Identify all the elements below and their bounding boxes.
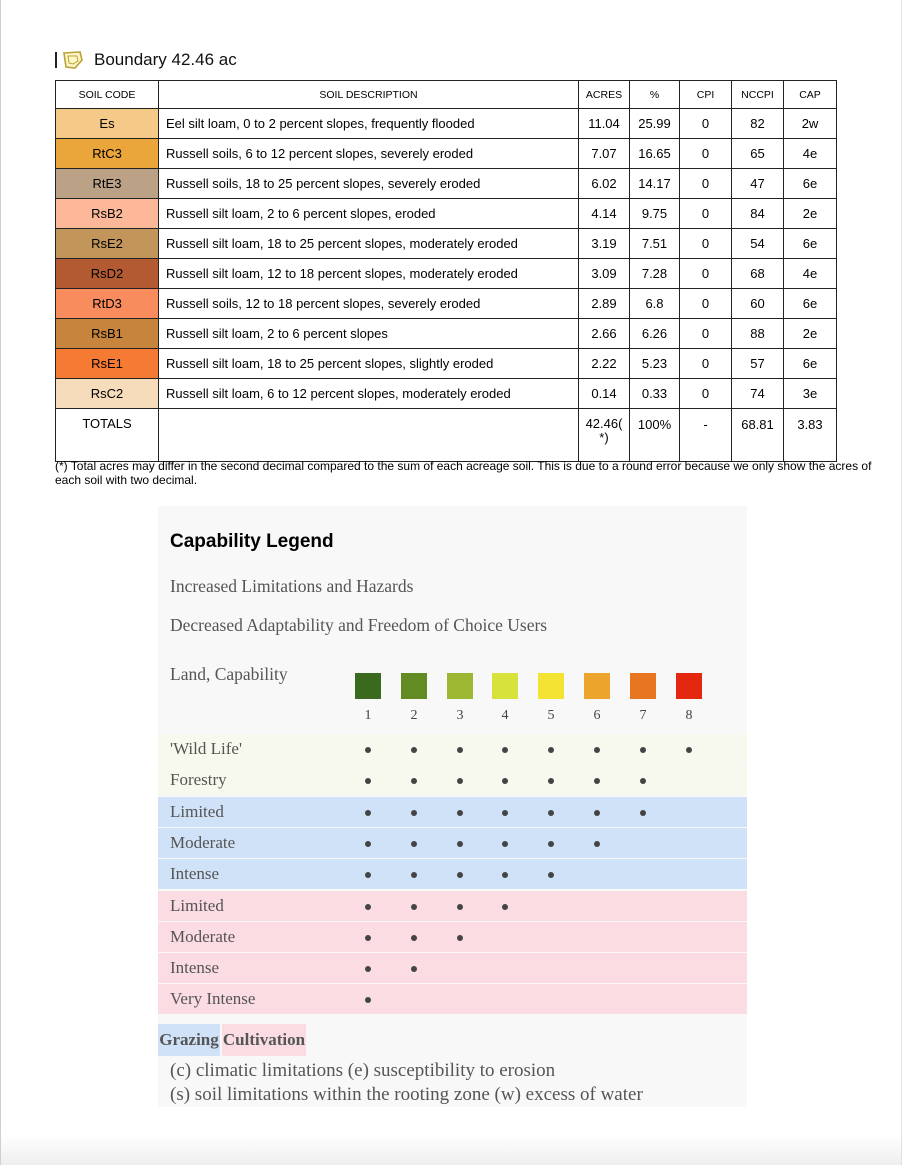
capability-class-number: 3 <box>456 708 464 723</box>
legend-row-cultivation <box>158 922 747 952</box>
capability-dot <box>502 778 508 784</box>
soil-code-cell: RsD2 <box>56 259 159 289</box>
capability-dot <box>411 904 417 910</box>
cap-cell: 6e <box>784 229 837 259</box>
percent-cell: 6.26 <box>630 319 680 349</box>
acres-cell: 11.04 <box>579 109 630 139</box>
totals-acres-line1: 42.46( <box>585 416 623 431</box>
acres-cell: 3.09 <box>579 259 630 289</box>
capability-class-number: 8 <box>685 708 693 723</box>
capability-dot <box>457 810 463 816</box>
soil-code-cell: RtE3 <box>56 169 159 199</box>
capability-class-number: 5 <box>547 708 555 723</box>
cpi-cell: 0 <box>680 229 732 259</box>
boundary-polygon-icon <box>62 50 84 70</box>
soil-description-cell: Eel silt loam, 0 to 2 percent slopes, frequently flooded <box>159 109 579 139</box>
soil-description-cell: Russell soils, 6 to 12 percent slopes, severely eroded <box>159 139 579 169</box>
percent-cell: 6.8 <box>630 289 680 319</box>
acres-cell: 6.02 <box>579 169 630 199</box>
percent-cell: 16.65 <box>630 139 680 169</box>
cap-cell: 4e <box>784 259 837 289</box>
soil-code-cell: RsC2 <box>56 379 159 409</box>
capability-class-number: 7 <box>639 708 647 723</box>
nccpi-cell: 84 <box>732 199 784 229</box>
nccpi-cell: 57 <box>732 349 784 379</box>
capability-class-6-swatch <box>584 673 610 699</box>
cpi-cell: 0 <box>680 379 732 409</box>
soil-description-cell: Russell soils, 18 to 25 percent slopes, severely eroded <box>159 169 579 199</box>
capability-class-number: 1 <box>364 708 372 723</box>
legend-row-label: 'Wild Life' <box>170 739 243 758</box>
acres-cell: 2.89 <box>579 289 630 319</box>
cpi-cell: 0 <box>680 169 732 199</box>
nccpi-cell: 65 <box>732 139 784 169</box>
capability-dot <box>411 935 417 941</box>
cap-cell: 2e <box>784 199 837 229</box>
acreage-footnote: (*) Total acres may differ in the second decimal compared to the sum of each acreage soil. This is due to a round error because we only show the acres of each soil with two decimal. <box>55 459 872 487</box>
capability-dot <box>594 841 600 847</box>
nccpi-cell: 47 <box>732 169 784 199</box>
totals-percent: 100% <box>630 409 680 462</box>
legend-row-other <box>158 765 747 795</box>
capability-class-1-swatch <box>355 673 381 699</box>
capability-class-7-swatch <box>630 673 656 699</box>
nccpi-cell: 54 <box>732 229 784 259</box>
capability-dot <box>502 904 508 910</box>
cap-cell: 4e <box>784 139 837 169</box>
soil-code-cell: RtD3 <box>56 289 159 319</box>
capability-class-8-swatch <box>676 673 702 699</box>
cpi-cell: 0 <box>680 109 732 139</box>
capability-dot <box>548 747 554 753</box>
soil-code-cell: RsB2 <box>56 199 159 229</box>
capability-dot <box>457 778 463 784</box>
capability-class-number: 2 <box>410 708 418 723</box>
legend-row-cultivation <box>158 891 747 921</box>
capability-dot <box>548 810 554 816</box>
capability-dot <box>457 935 463 941</box>
col-header-percent: % <box>630 81 680 109</box>
capability-class-number: 6 <box>593 708 601 723</box>
totals-cap: 3.83 <box>784 409 837 462</box>
cpi-cell: 0 <box>680 139 732 169</box>
acres-cell: 2.22 <box>579 349 630 379</box>
legend-note-climatic-erosion: (c) climatic limitations (e) susceptibility to erosion <box>170 1060 556 1081</box>
legend-row-grazing <box>158 859 747 889</box>
capability-dot <box>548 841 554 847</box>
percent-cell: 9.75 <box>630 199 680 229</box>
percent-cell: 7.51 <box>630 229 680 259</box>
table-row <box>56 109 837 139</box>
nccpi-cell: 82 <box>732 109 784 139</box>
capability-dot <box>457 841 463 847</box>
nccpi-cell: 68 <box>732 259 784 289</box>
soil-description-cell: Russell silt loam, 18 to 25 percent slopes, slightly eroded <box>159 349 579 379</box>
table-row <box>56 169 837 199</box>
col-header-soil-description: SOIL DESCRIPTION <box>159 81 579 109</box>
legend-row-label: Limited <box>170 895 224 915</box>
soil-code-cell: RsE2 <box>56 229 159 259</box>
capability-dot <box>411 747 417 753</box>
acres-cell: 7.07 <box>579 139 630 169</box>
percent-cell: 25.99 <box>630 109 680 139</box>
capability-dot <box>411 966 417 972</box>
capability-dot <box>365 747 371 753</box>
capability-dot <box>502 841 508 847</box>
capability-dot <box>411 810 417 816</box>
capability-dot <box>594 810 600 816</box>
table-row <box>56 139 837 169</box>
soil-table <box>55 80 837 462</box>
table-row <box>56 229 837 259</box>
cap-cell: 6e <box>784 169 837 199</box>
legend-row-label: Moderate <box>170 832 236 852</box>
capability-class-number: 4 <box>501 708 509 723</box>
capability-dot <box>365 904 371 910</box>
col-header-soil-code: SOIL CODE <box>56 81 159 109</box>
soil-code-cell: RsE1 <box>56 349 159 379</box>
totals-cpi: - <box>680 409 732 462</box>
soil-description-cell: Russell silt loam, 2 to 6 percent slopes <box>159 319 579 349</box>
capability-dot <box>502 747 508 753</box>
percent-cell: 14.17 <box>630 169 680 199</box>
acres-cell: 3.19 <box>579 229 630 259</box>
table-row <box>56 199 837 229</box>
totals-nccpi: 68.81 <box>732 409 784 462</box>
capability-class-2-swatch <box>401 673 427 699</box>
legend-row-label: Very Intense <box>170 989 256 1009</box>
cpi-cell: 0 <box>680 319 732 349</box>
acres-cell: 2.66 <box>579 319 630 349</box>
capability-dot <box>411 872 417 878</box>
cpi-cell: 0 <box>680 199 732 229</box>
legend-land-capability-label: Land, Capability <box>170 664 288 684</box>
boundary-title: Boundary 42.46 ac <box>94 50 237 69</box>
capability-dot <box>365 810 371 816</box>
legend-notes <box>170 1059 643 1107</box>
totals-label: TOTALS <box>56 409 159 462</box>
capability-class-5-swatch <box>538 673 564 699</box>
legend-row-cultivation <box>158 984 747 1014</box>
capability-dot <box>594 747 600 753</box>
capability-dot <box>548 778 554 784</box>
header-bar <box>55 52 57 68</box>
percent-cell: 5.23 <box>630 349 680 379</box>
acres-cell: 0.14 <box>579 379 630 409</box>
col-header-nccpi: NCCPI <box>732 81 784 109</box>
col-header-cap: CAP <box>784 81 837 109</box>
page-bottom-shade <box>1 1135 901 1165</box>
capability-dot <box>365 935 371 941</box>
capability-dot <box>411 778 417 784</box>
legend-limitations-line: Increased Limitations and Hazards <box>170 576 414 596</box>
capability-dot <box>365 997 371 1003</box>
grazing-group-label: Grazing <box>158 1024 220 1056</box>
acres-cell: 4.14 <box>579 199 630 229</box>
capability-dot <box>594 778 600 784</box>
table-row <box>56 349 837 379</box>
boundary-header <box>55 48 237 72</box>
legend-adaptability-line: Decreased Adaptability and Freedom of Choice Users <box>170 615 548 635</box>
capability-dot <box>411 841 417 847</box>
nccpi-cell: 60 <box>732 289 784 319</box>
capability-dot <box>365 966 371 972</box>
cap-cell: 6e <box>784 349 837 379</box>
nccpi-cell: 88 <box>732 319 784 349</box>
table-row <box>56 379 837 409</box>
capability-dot <box>502 872 508 878</box>
capability-dot <box>457 904 463 910</box>
cpi-cell: 0 <box>680 259 732 289</box>
cultivation-group-label: Cultivation <box>222 1024 306 1056</box>
capability-dot <box>640 747 646 753</box>
capability-dot <box>457 872 463 878</box>
legend-row-cultivation <box>158 953 747 983</box>
legend-row-grazing <box>158 828 747 858</box>
legend-note-soil-water: (s) soil limitations within the rooting zone (w) excess of water <box>170 1084 643 1105</box>
soil-code-cell: RsB1 <box>56 319 159 349</box>
percent-cell: 7.28 <box>630 259 680 289</box>
totals-row <box>56 409 837 462</box>
soil-description-cell: Russell silt loam, 2 to 6 percent slopes, eroded <box>159 199 579 229</box>
cap-cell: 2w <box>784 109 837 139</box>
col-header-acres: ACRES <box>579 81 630 109</box>
soil-description-cell: Russell silt loam, 12 to 18 percent slopes, moderately eroded <box>159 259 579 289</box>
capability-class-4-swatch <box>492 673 518 699</box>
legend-row-label: Intense <box>170 864 220 884</box>
capability-dot <box>640 810 646 816</box>
table-header-row <box>56 81 837 109</box>
legend-row-grazing <box>158 797 747 827</box>
cap-cell: 2e <box>784 319 837 349</box>
legend-row-label: Forestry <box>170 770 227 790</box>
capability-class-3-swatch <box>447 673 473 699</box>
cap-cell: 6e <box>784 289 837 319</box>
table-row <box>56 259 837 289</box>
soil-description-cell: Russell silt loam, 6 to 12 percent slopes, moderately eroded <box>159 379 579 409</box>
nccpi-cell: 74 <box>732 379 784 409</box>
soil-description-cell: Russell silt loam, 18 to 25 percent slopes, moderately eroded <box>159 229 579 259</box>
capability-dot <box>686 747 692 753</box>
soil-code-cell: RtC3 <box>56 139 159 169</box>
table-row <box>56 319 837 349</box>
totals-description <box>159 409 579 462</box>
legend-row-label: Limited <box>170 801 224 821</box>
cpi-cell: 0 <box>680 349 732 379</box>
capability-dot <box>365 841 371 847</box>
col-header-cpi: CPI <box>680 81 732 109</box>
table-row <box>56 289 837 319</box>
totals-acres-line2: *) <box>599 430 609 445</box>
percent-cell: 0.33 <box>630 379 680 409</box>
legend-row-label: Moderate <box>170 926 236 946</box>
capability-dot <box>548 872 554 878</box>
soil-description-cell: Russell soils, 12 to 18 percent slopes, severely eroded <box>159 289 579 319</box>
capability-dot <box>640 778 646 784</box>
totals-acres <box>579 409 630 462</box>
capability-dot <box>365 778 371 784</box>
cap-cell: 3e <box>784 379 837 409</box>
legend-row-label: Intense <box>170 958 220 978</box>
legend-title: Capability Legend <box>170 531 334 552</box>
legend-row-other <box>158 734 747 764</box>
soil-code-cell: Es <box>56 109 159 139</box>
capability-dot <box>502 810 508 816</box>
cpi-cell: 0 <box>680 289 732 319</box>
capability-dot <box>457 747 463 753</box>
capability-legend <box>158 506 747 1107</box>
capability-dot <box>365 872 371 878</box>
